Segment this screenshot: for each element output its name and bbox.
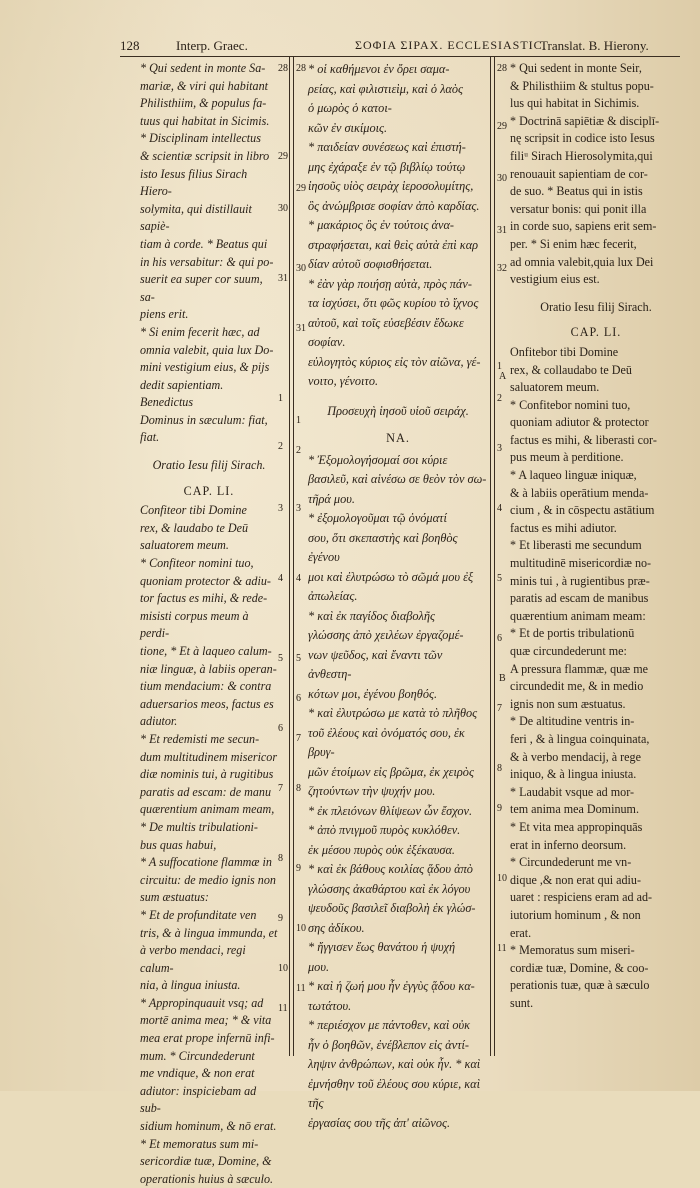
text-line: * Confitebor nomini tuo, (510, 397, 631, 412)
verse-number: 32 (497, 263, 507, 274)
verse-number: 1 (296, 415, 301, 426)
text-line: ρείας, καὶ φιλιστιεὶμ, καὶ ὁ λαὸς (308, 81, 464, 96)
text-line: de suo. * Beatus qui in istis (510, 184, 643, 199)
text-line: rex, & collaudabo te Deū (510, 362, 632, 377)
text-line: * Et redemisti me secun- (140, 731, 260, 746)
text-line: * ἐξομολογοῦμαι τῷ ὀνόματί (308, 511, 447, 525)
text-line: circundedit me, & in medio (510, 679, 644, 694)
verse-number: 6 (497, 633, 502, 644)
verse-number: 1 (278, 393, 283, 404)
text-line: sericordiæ tuæ, Domine, & (140, 1154, 272, 1169)
text-line: * Qui sedent in monte Sa- (140, 61, 266, 75)
text-line: dum multitudinem misericor (140, 749, 278, 764)
text-line: à verbo mendaci, regi calum- (140, 943, 246, 975)
text-line: ὁ μωρὸς ὁ κατοι- (308, 101, 392, 115)
text-line: tuus qui habitat in Sicimis. (140, 113, 270, 128)
text-line: diæ nominis tui, à rugitibus (140, 767, 274, 782)
text-line: mum. * Circundederunt (140, 1048, 255, 1063)
text-line: εὐλογητὸς κύριος εἰς τὸν αἰῶνα, γέ- (308, 354, 481, 369)
text-line: Oratio Iesu filij Sirach. (540, 299, 652, 314)
text-line: * παιδείαν συνέσεως καὶ ἐπιστή- (308, 140, 466, 154)
text-line: minis tui , à rugientibus præ- (510, 573, 650, 588)
text-line: CAP. LI. (570, 325, 622, 340)
text-line: Philisthiim, & populus fa- (140, 96, 267, 111)
text-line: uaret : respiciens eram ad ad- (510, 890, 653, 905)
text-line: ψευδοῦς βασιλεῖ διαβολὴ ἐκ γλώσ- (308, 901, 476, 915)
text-line: tris, & à lingua immunda, et (140, 925, 278, 940)
text-line: nia, à lingua iniusta. (140, 978, 241, 993)
verse-number: 6 (296, 693, 301, 704)
text-line: & à verbo mendacij, à rege (510, 749, 641, 764)
page-number: 128 (120, 38, 140, 53)
text-line: νοιτο, γένοιτο. (308, 374, 379, 388)
verse-number: 29 (497, 121, 507, 132)
text-line: ληψιν ἀνθρώπων, καὶ οὐκ ἦν. * καὶ (308, 1057, 481, 1071)
verse-number: 7 (296, 733, 301, 744)
left-latin-column (140, 60, 278, 1188)
text-line: factus es mihi adiutor. (510, 520, 617, 535)
text-line: in his versabitur: & qui po- (140, 254, 274, 269)
greek-verse-numbers (296, 60, 308, 1020)
text-line: * Ἐξομολογήσομαί σοι κύριε (308, 452, 448, 467)
text-line: * A suffocatione flammæ in (140, 855, 272, 870)
verse-number: 5 (497, 573, 502, 584)
text-line: cium , & in cōspectu astātium (510, 503, 655, 518)
text-line: mea erat prope infernū infi- (140, 1031, 275, 1046)
text-line: * Circundederunt me vn- (510, 855, 632, 870)
verse-number: 1 (497, 361, 502, 372)
text-line: erat. (510, 925, 532, 940)
text-line: iutorium hominum , & non (510, 907, 641, 922)
text-line: σου, ὅτι σκεπαστὴς καὶ βοηθὸς ἐγένου (308, 530, 458, 564)
text-line: * A laqueo linguæ iniquæ, (510, 468, 637, 483)
text-line: μῶν ἑτοίμων εἰς βρῶμα, ἐκ χειρὸς (308, 764, 474, 779)
verse-number: 9 (497, 803, 502, 814)
text-line: ὃς ἀνώμβρισε σοφίαν ἀπὸ καρδίας. (308, 198, 480, 213)
left-running-title: Interp. Graec. (176, 38, 248, 53)
text-line: μης ἐχάραξε ἐν τῷ βιβλίῳ τούτῳ (308, 159, 466, 174)
verse-number: 11 (497, 943, 507, 954)
text-line: ζητούντων τὴν ψυχήν μου. (308, 784, 436, 798)
text-line: * ἀπὸ πνιγμοῦ πυρὸς κυκλόθεν. (308, 823, 461, 837)
text-line: per. * Si enim hæc fecerit, (510, 236, 637, 251)
text-line: tor factus es mihi, & rede- (140, 591, 268, 606)
text-line: suerit ea super cor suum, sa- (140, 272, 263, 304)
text-line: ἐργασίας σου τῆς ἀπ' αἰῶνος. (308, 1115, 451, 1130)
text-line: operationis huius à sæculo. (140, 1171, 274, 1186)
text-line: lus qui habitat in Sichimis. (510, 96, 640, 111)
text-line: cordiæ tuæ, Domine, & coo- (510, 960, 649, 975)
right-running-title: Translat. B. Hierony. (540, 38, 649, 53)
text-line: tione, * Et à laqueo calum- (140, 644, 272, 658)
verse-number: 2 (296, 445, 301, 456)
verse-number: 30 (278, 203, 288, 214)
text-line: rex, & laudabo te Deū (140, 520, 249, 535)
header-rule (120, 56, 680, 57)
text-line: * Si enim fecerit hæc, ad (140, 324, 260, 339)
text-line: bus quas habui, (140, 837, 217, 852)
middle-running-title: ΣΟΦΙΑ ΣΙΡΑΧ. ECCLESIASTIC. (355, 38, 547, 52)
text-line: ignis non sum æstuatus. (510, 696, 626, 711)
verse-number: 4 (278, 573, 283, 584)
text-line: nę scripsit in codice isto Iesus (510, 131, 655, 146)
text-line: * ἐὰν γὰρ ποιήσῃ αὐτὰ, πρὸς πάν- (308, 276, 472, 291)
verse-number: 29 (296, 183, 306, 194)
text-line: τῆρά μου. (308, 491, 355, 506)
text-line: A pressura flammæ, quæ me (510, 661, 649, 676)
column-rule-2 (490, 56, 491, 1056)
verse-number: 30 (296, 263, 306, 274)
text-line: Oratio Iesu filij Sirach. (152, 458, 266, 473)
text-line: vestigium eius est. (510, 272, 600, 287)
text-line: * Laudabit vsque ad mor- (510, 784, 635, 799)
text-line: Confiteor tibi Domine (140, 503, 247, 518)
text-line: & scientiæ scripsit in libro (140, 148, 270, 163)
text-line: tium mendacium: & contra (140, 679, 272, 694)
verse-number: 31 (296, 323, 306, 334)
verse-number: 31 (497, 225, 507, 236)
text-line: νων ψεῦδος, καὶ ἔναντι τῶν ἀνθεστη- (308, 647, 443, 681)
text-line: * ἐκ πλειόνων θλίψεων ὧν ἔσχον. (308, 803, 473, 818)
text-line: * Et vita mea appropinquās (510, 819, 643, 834)
text-line: saluatorem meum. (510, 380, 600, 395)
verse-number: 5 (296, 653, 301, 664)
verse-number: 2 (497, 393, 502, 404)
text-line: mariæ, & viri qui habitant (140, 78, 269, 93)
text-line: adiutor. (140, 714, 178, 729)
text-line: mini vestigium eius, & pijs (140, 360, 270, 375)
text-line: circuitu: de medio ignis non (140, 872, 276, 887)
text-line: pus meum à perditione. (510, 450, 624, 465)
text-line: * καὶ ἐκ παγίδος διαβολῆς (308, 608, 435, 623)
verse-number: 10 (296, 923, 306, 934)
text-line: quærentium animam meam, (140, 802, 275, 817)
verse-number: 28 (497, 63, 507, 74)
verse-number: 31 (278, 273, 288, 284)
text-line: iniquo, & à lingua iniusta. (510, 767, 637, 782)
text-line: ad omnia valebit,quia lux Dei (510, 254, 654, 269)
text-line: βασιλεῦ, καὶ αἰνέσω σε θεὸν τὸν σω- (308, 472, 487, 486)
text-line: ἦν ὁ βοηθῶν, ἐνέβλεπον εἰς ἀντί- (308, 1037, 469, 1052)
verse-number: 11 (278, 1003, 288, 1014)
text-line: * Disciplinam intellectus (140, 131, 261, 146)
text-line: Onfitebor tibi Domine (510, 344, 619, 359)
text-line: tem anima mea Dominum. (510, 802, 639, 817)
text-line: * ἤγγισεν ἕως θανάτου ἡ ψυχή (308, 940, 456, 954)
text-line: ἐκ μέσου πυρὸς οὐκ ἐξέκαυσα. (308, 842, 456, 857)
text-line: * οἱ καθήμενοι ἐν ὄρει σαμα- (308, 62, 450, 76)
verse-number: 9 (278, 913, 283, 924)
text-line: ἀπωλείας. (308, 589, 358, 603)
text-line: * περιέσχον με πάντοθεν, καὶ οὐκ (308, 1018, 471, 1032)
text-line: aduersarios meos, factus es (140, 696, 274, 711)
text-line: me vndique, & non erat (140, 1066, 255, 1081)
verse-number: 3 (278, 503, 283, 514)
text-line: isto Iesus filius Sirach Hiero- (140, 166, 248, 199)
text-line: * καὶ ἡ ζωή μου ἦν ἐγγὺς ᾅδου κα- (308, 979, 475, 993)
text-line: & Philisthiim & stultus popu- (510, 78, 654, 93)
text-line: ἰησοῦς υἱὸς σειρὰχ ἱεροσολυμίτης, (308, 179, 474, 193)
text-line: mortē anima mea; * & vita (140, 1013, 272, 1028)
text-line: μοι καὶ ἐλυτρώσω τὸ σῶμά μου ἐξ (308, 569, 474, 584)
text-line: paratis ad escam: de manu (140, 784, 271, 799)
text-line: erat in inferno deorsum. (510, 837, 627, 852)
text-line: τοῦ ἐλέους καὶ ὀνόματός σου, ἐκ βρυγ- (308, 725, 465, 759)
text-line: δίαν αὐτοῦ σοφισθήσεται. (308, 257, 433, 271)
text-line: niæ linguæ, à labiis operan- (140, 661, 277, 676)
greek-column (308, 60, 488, 1133)
text-line: Dominus in sæculum: fiat, (140, 412, 268, 427)
text-line: * Confiteor nomini tuo, (140, 556, 254, 571)
left-verse-numbers (278, 60, 290, 1020)
text-line: * καὶ ἐλυτρώσω με κατὰ τὸ πλῆθος (308, 706, 478, 720)
text-line: * Memoratus sum miseri- (510, 943, 635, 958)
verse-number: 28 (278, 63, 288, 74)
verse-number: 9 (296, 863, 301, 874)
text-line: Προσευχὴ ἰησοῦ υἱοῦ σειράχ. (327, 403, 469, 418)
text-line: perationis tuæ, quæ à sæculo (510, 978, 650, 993)
text-line: solymita, qui distillauit sapiè- (140, 201, 252, 234)
text-line: sum æstuatus: (140, 890, 209, 905)
text-line: dique ,& non erat qui adiu- (510, 872, 641, 887)
text-line: omnia valebit, quia lux Do- (140, 342, 274, 357)
text-line: * De multis tribulationi- (140, 819, 258, 834)
text-line: adiutor: inspiciebam ad sub- (140, 1083, 257, 1116)
text-line: quoniam adiutor & protector (510, 415, 649, 430)
text-line: αὐτοῦ, καὶ τοῖς εὐσεβέσιν ἔδωκε σοφίαν. (308, 315, 464, 349)
text-line: * Et memoratus sum mi- (140, 1136, 259, 1151)
text-line: sunt. (510, 995, 534, 1010)
text-line: quoniam protector & adiu- (140, 573, 271, 588)
verse-number: 10 (497, 873, 507, 884)
running-header (0, 30, 700, 53)
text-line: γλώσσης ἀπὸ χειλέων ἐργαζομέ- (308, 628, 464, 642)
column-rule-1b (293, 56, 294, 1056)
text-line: piens erit. (140, 307, 189, 322)
text-line: * Et liberasti me secundum (510, 538, 642, 553)
verse-number: 6 (278, 723, 283, 734)
text-line: feri , & à lingua coinquinata, (510, 731, 650, 746)
text-line: sidium hominum, & nō erat. (140, 1119, 277, 1134)
verse-number: 7 (497, 703, 502, 714)
verse-number: 8 (296, 783, 301, 794)
verse-number: 5 (278, 653, 283, 664)
text-line: saluatorem meum. (140, 538, 229, 553)
verse-number: 11 (296, 983, 306, 994)
text-line: * Doctrinā sapiētiæ & disciplī- (510, 113, 660, 128)
text-line: filiᵘ Sirach Hierosolymita,qui (510, 148, 653, 163)
verse-number: 7 (278, 783, 283, 794)
text-line: * Appropinquauit vsq; ad (140, 995, 264, 1010)
text-line: versatur bonis: qui ponit illa (510, 201, 647, 216)
text-line: ΝΑ. (386, 431, 410, 445)
verse-number: 3 (296, 503, 301, 514)
text-line: fiat. (140, 430, 160, 445)
book-page: 128 Interp. Graec. ΣΟΦΙΑ ΣΙΡΑΧ. ECCLESIASTIC. Translat. B. Hierony. * Qui sedent in monte Sa- mariæ, & viri qui habitant Philisthiim, & populus fa- tuus qui habitat in Sicimis. * Disciplinam intellectus & scientiæ scripsit in libro isto Iesus filius Sirach Hiero- solymita, qui distillauit sapiè- tiam à corde. * Beatus qui in his versabitur: & qui po- suerit ea super cor suum, sa- piens erit. * Si enim fecerit hæc, ad omnia valebit, quia lux Do- mini vestigium eius, & pijs dedit sapientiam. Benedictus Dominus in sæculum: fiat, fiat. Oratio Iesu filij Sirach. CAP. LI. Confiteor tibi Domine rex, & laudabo te Deū saluatorem meum. * Confiteor nomini tuo, quoniam protector & adiu- tor factus es mihi, & rede- misisti corpus meum à perdi- tione, * Et à laqueo calum- niæ linguæ, à labiis operan- tium mendacium: & contra aduersarios meos, factus es adiutor. * Et redemisti me secun- dum multitudinem misericor diæ nominis tui, à rugitibus paratis ad escam: de manu quærentium animam meam, * De multis tribulationi- bus quas habui, * A suffocatione flammæ in circuitu: de medio ignis non sum æstuatus: * Et de profunditate ven tris, & à lingua immunda, et à verbo mendaci, regi calum- nia, à lingua iniusta. * Appropinquauit vsq; ad mortē anima mea; * & vita mea erat prope infernū infi- mum. * Circundederunt me vndique, & non erat adiutor: inspiciebam ad sub- sidium hominum, & nō erat. * Et memoratus sum mi- sericordiæ tuæ, Domine, & operationis huius à sæculo. * οἱ καθήμενοι ἐν ὄρει σαμα- ρείας, καὶ φιλιστιεὶμ, καὶ ὁ λαὸς ὁ μωρὸς ὁ κατοι- κῶν ἐν σικίμοις. * παιδείαν συνέσεως καὶ ἐπιστή- μης ἐχάραξε ἐν τῷ βιβλίῳ τούτῳ ἰησοῦς υἱὸς σειρὰχ ἱεροσολυμίτης, ὃς ἀνώμβρισε σοφίαν ἀπὸ καρδίας. * μακάριος ὃς ἐν τούτοις ἀνα- στραφήσεται, καὶ θεὶς αὐτὰ ἐπὶ καρ δίαν αὐτοῦ σοφισθήσεται. * ἐὰν γὰρ ποιήσῃ αὐτὰ, πρὸς πάν- τα ἰσχύσει, ὅτι φῶς κυρίου τὸ ἴχνος αὐτοῦ, καὶ τοῖς εὐσεβέσιν ἔδωκε σοφίαν. εὐλογητὸς κύριος εἰς τὸν αἰῶνα, γέ- νοιτο, γένοιτο. Προσευχὴ ἰησοῦ υἱοῦ σειράχ. ΝΑ. * Ἐξομολογήσομαί σοι κύριε βασιλεῦ, καὶ αἰνέσω σε θεὸν τὸν σω- τῆρά μου. * ἐξομολογοῦμαι τῷ ὀνόματί σου, ὅτι σκεπαστὴς καὶ βοηθὸς ἐγένου μοι καὶ ἐλυτρώσω τὸ σῶμά μου ἐξ ἀπωλείας. * καὶ ἐκ παγίδος διαβολῆς γλώσσης ἀπὸ χειλέων ἐργαζομέ- νων ψεῦδος, καὶ ἔναντι τῶν ἀνθεστη- κότων μοι, ἐγένου βοηθός. * καὶ ἐλυτρώσω με κατὰ τὸ πλῆθος τοῦ ἐλέους καὶ ὀνόματός σου, ἐκ βρυγ- μῶν ἑτοίμων εἰς βρῶμα, ἐκ χειρὸς ζητούντων τὴν ψυχήν μου. * ἐκ πλειόνων θλίψεων ὧν ἔσχον. * ἀπὸ πνιγμοῦ πυρὸς κυκλόθεν. ἐκ μέσου πυρὸς οὐκ ἐξέκαυσα. * καὶ ἐκ βάθους κοιλίας ᾅδου ἀπὸ γλώσσης ἀκαθάρτου καὶ ἐκ λόγου ψευδοῦς βασιλεῖ διαβολὴ ἐκ γλώσ- σης ἀδίκου. * ἤγγισεν ἕως θανάτου ἡ ψυχή μου. * καὶ ἡ ζωή μου ἦν ἐγγὺς ᾅδου κα- τωτάτου. * περιέσχον με πάντοθεν, καὶ οὐκ ἦν ὁ βοηθῶν, ἐνέβλεπον εἰς ἀντί- ληψιν ἀνθρώπων, καὶ οὐκ ἦν. * καὶ ἐμνήσθην τοῦ ἐλέους σου κύριε, καὶ τῆς ἐργασίας σου τῆς ἀπ' αἰῶνος. * Qui sedent in monte Seir, & Philisthiim & stultus popu- lus qui habitat in Sichimis. * Doctrinā sapiētiæ & disciplī- nę scripsit in codice isto Iesus filiᵘ Sirach Hierosolymita,qui renouauit sapientiam de cor- de suo. * Beatus qui in istis versatur bonis: qui ponit illa in corde suo, sapiens erit sem- per. * Si enim hæc fecerit, ad omnia valebit,quia lux Dei vestigium eius est. Oratio Iesu filij Sirach. CAP. LI. Onfitebor tibi Domine rex, & collaudabo te Deū saluatorem meum. * Confitebor nomini tuo, quoniam adiutor & protector factus es mihi, & liberasti cor- pus meum à perditione. * A laqueo linguæ iniquæ, & à labiis operātium menda- cium , & in cōspectu astātium factus es mihi adiutor. * Et liberasti me secundum multitudinē misericordiæ no- minis tui , à rugientibus præ- paratis ad escam de manibus quærentium animam meam: * Et de portis tribulationū quæ circundederunt me: A pressura flammæ, quæ me circundedit me, & in medio ignis non sum æstuatus. * De altitudine ventris in- feri , & à lingua coinquinata, & à verbo mendacij, à rege iniquo, & à lingua iniusta. * Laudabit vsque ad mor- tem anima mea Dominum. * Et vita mea appropinquās erat in inferno deorsum. * Circundederunt me vn- dique ,& non erat qui adiu- uaret : respiciens eram ad ad- iutorium hominum , & non erat. * Memoratus sum miseri- cordiæ tuæ, Domine, & coo- perationis tuæ, quæ à sæculo sunt. 28 29 30 31 1 2 3 4 5 6 7 8 9 10 11 28 29 30 31 1 2 3 4 5 6 7 8 9 10 11 28 29 30 31 32 1 2 3 4 5 6 7 8 9 10 11 A B (0, 0, 700, 1091)
text-line: factus es mihi, & liberasti cor- (510, 432, 657, 447)
text-line: στραφήσεται, καὶ θεὶς αὐτὰ ἐπὶ καρ (308, 237, 479, 252)
text-line: renouauit sapientiam de cor- (510, 166, 648, 181)
verse-number: 29 (278, 151, 288, 162)
text-line: misisti corpus meum à perdi- (140, 608, 249, 641)
right-verse-numbers (497, 60, 509, 1020)
text-line: * Et de profunditate ven (140, 907, 257, 922)
text-line: κῶν ἐν σικίμοις. (308, 120, 388, 135)
text-line: tiam à corde. * Beatus qui (140, 236, 268, 251)
verse-number: 30 (497, 173, 507, 184)
text-line: τα ἰσχύσει, ὅτι φῶς κυρίου τὸ ἴχνος (308, 296, 479, 310)
verse-number: 8 (497, 763, 502, 774)
text-line: * Qui sedent in monte Seir, (510, 61, 642, 75)
text-line: σης ἀδίκου. (308, 920, 365, 935)
verse-number: 4 (497, 503, 502, 514)
text-line: * μακάριος ὃς ἐν τούτοις ἀνα- (308, 218, 455, 232)
verse-number: 10 (278, 963, 288, 974)
text-line: ἐμνήσθην τοῦ ἐλέους σου κύριε, καὶ τῆς (308, 1076, 481, 1110)
text-line: & à labiis operātium menda- (510, 485, 649, 500)
right-latin-column (510, 60, 682, 1012)
text-line: * καὶ ἐκ βάθους κοιλίας ᾅδου ἀπὸ (308, 862, 473, 876)
text-line: paratis ad escam de manibus (510, 591, 649, 606)
text-line: in corde suo, sapiens erit sem- (510, 219, 657, 234)
text-line: τωτάτου. (308, 998, 352, 1013)
text-line: multitudinē misericordiæ no- (510, 556, 652, 571)
verse-number: 4 (296, 573, 301, 584)
text-line: quæ circundederunt me: (510, 644, 627, 658)
verse-number: 3 (497, 443, 502, 454)
text-line: κότων μοι, ἐγένου βοηθός. (308, 686, 438, 701)
text-line: quærentium animam meam: (510, 608, 646, 623)
text-line: μου. (308, 959, 330, 974)
text-line: dedit sapientiam. Benedictus (140, 377, 224, 410)
text-line: * De altitudine ventris in- (510, 714, 635, 729)
verse-number: 28 (296, 63, 306, 74)
text-line: * Et de portis tribulationū (510, 626, 635, 641)
text-line: CAP. LI. (183, 483, 235, 498)
verse-number: 2 (278, 441, 283, 452)
column-rule-2b (494, 56, 495, 1056)
verse-number: 8 (278, 853, 283, 864)
text-line: γλώσσης ἀκαθάρτου καὶ ἐκ λόγου (308, 881, 471, 896)
